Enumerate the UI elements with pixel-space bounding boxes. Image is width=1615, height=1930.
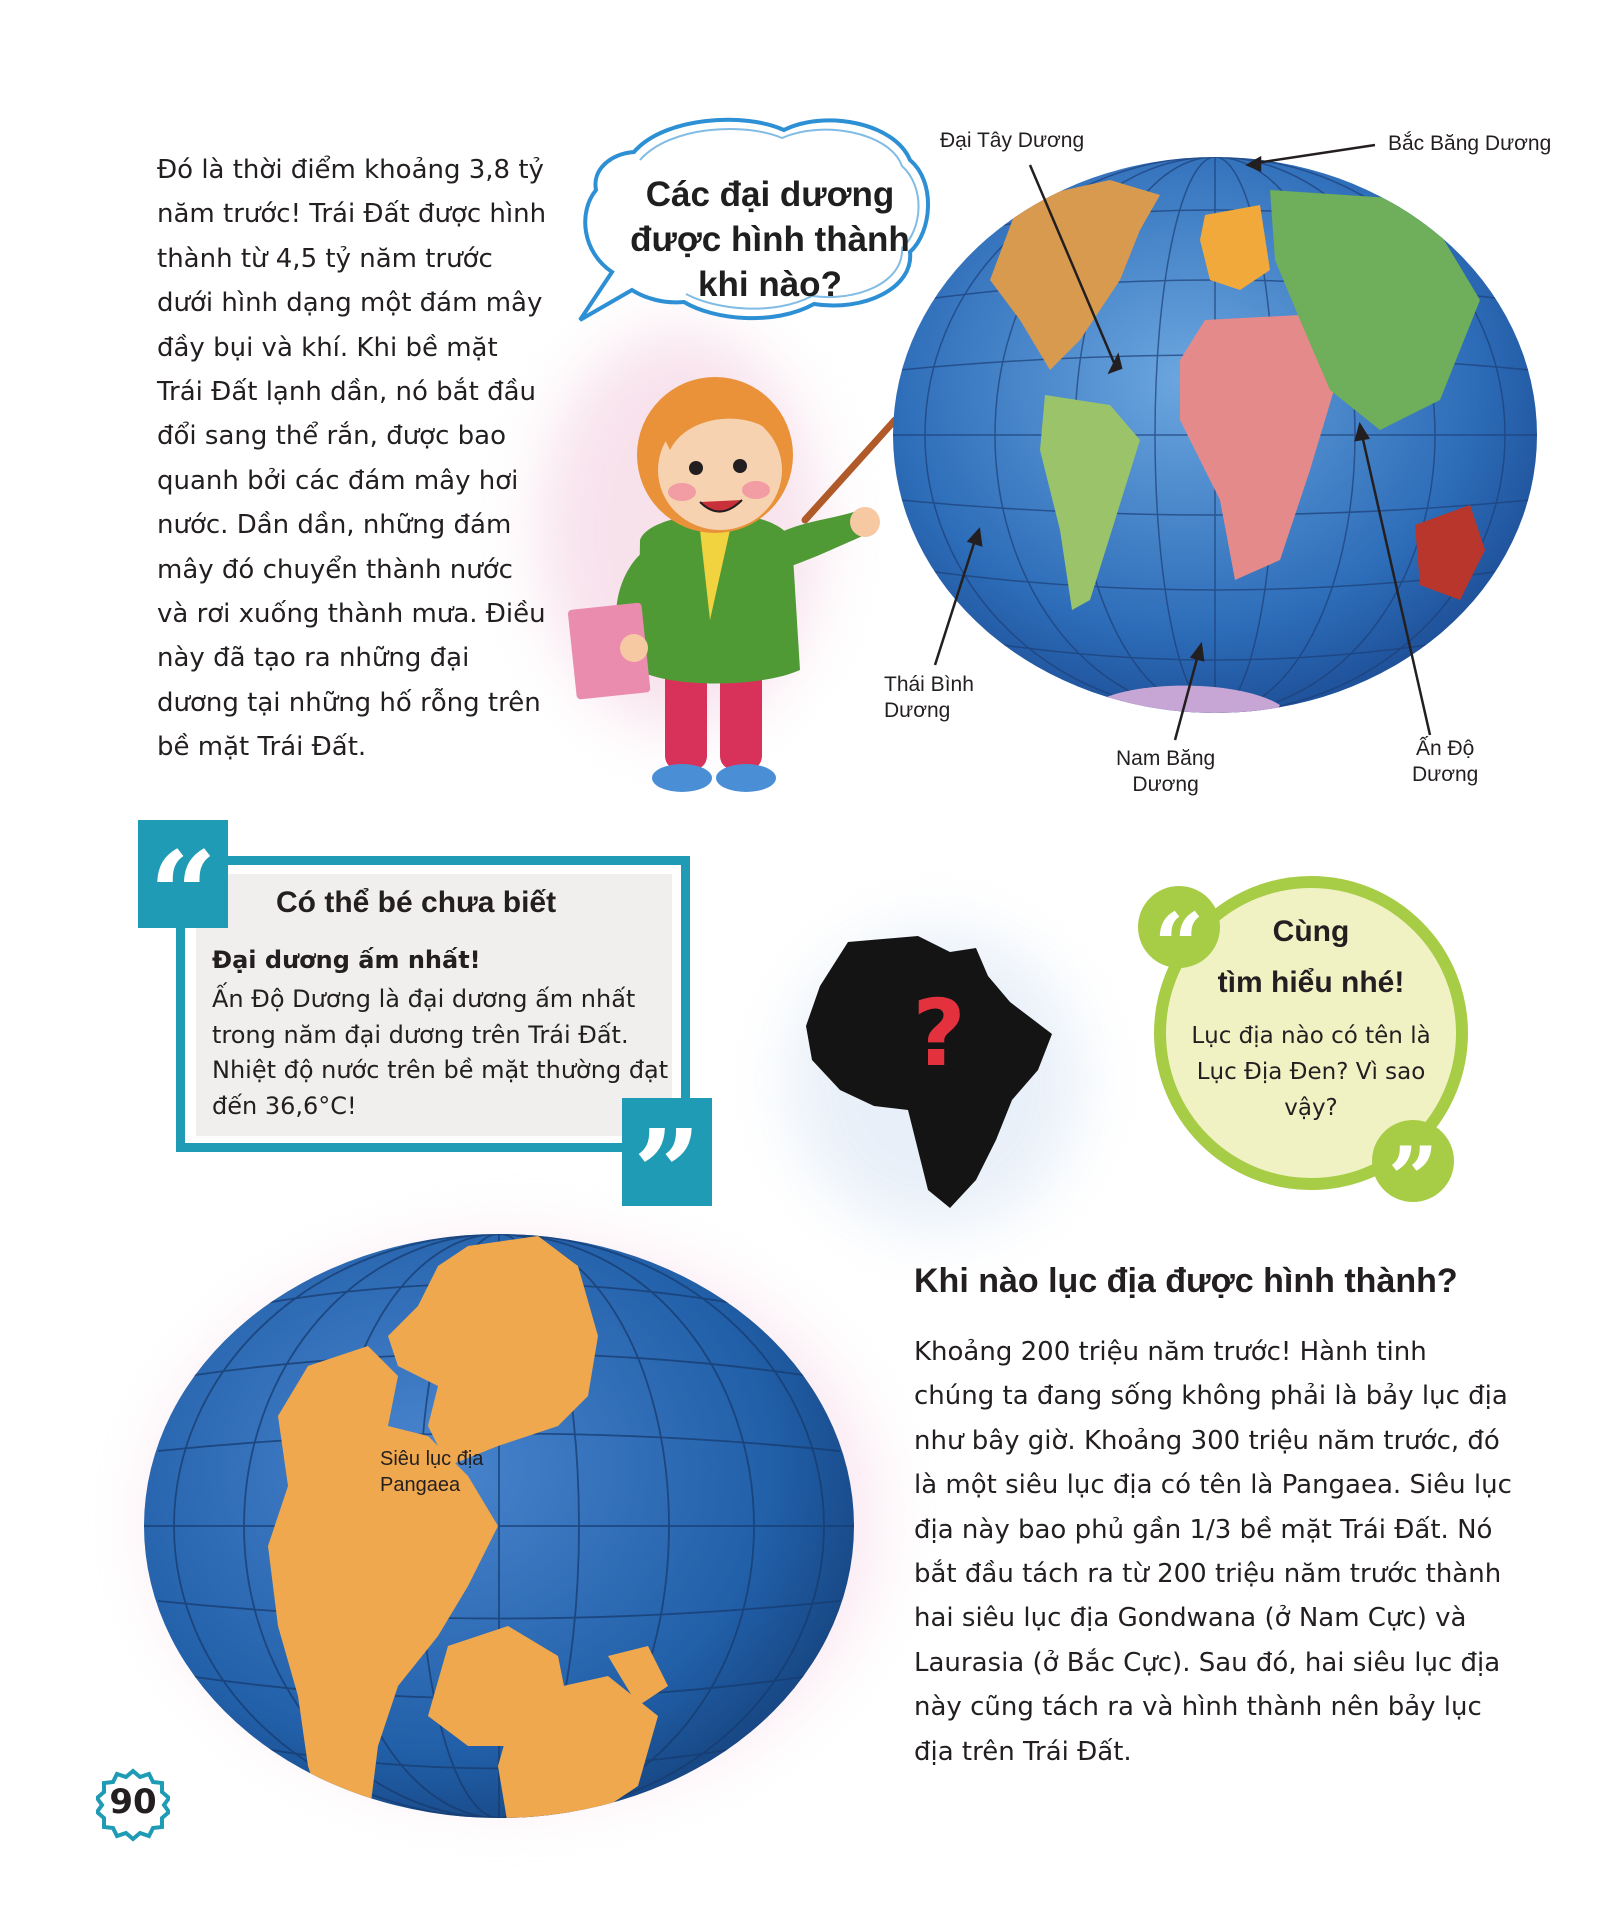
label-indian-line-1: Ấn Độ bbox=[1415, 737, 1475, 760]
fact-box-title: Có thể bé chưa biết bbox=[276, 886, 557, 919]
label-arctic: Bắc Băng Dương bbox=[1388, 132, 1552, 155]
label-atlantic: Đại Tây Dương bbox=[940, 129, 1085, 152]
explore-title-line-1: Cùng bbox=[1272, 915, 1350, 948]
close-quote-icon: ” bbox=[622, 1098, 712, 1206]
intro-paragraph: Đó là thời điểm khoảng 3,8 tỷ năm trước! Trái Đất được hình thành từ 4,5 tỷ năm trước dưới hình dạng một đám mây đầy bụi và khí. Khi bề mặt Trái Đất lạnh dần, nó bắt đầu đổi sang thể rắn, được bao quanh bởi các đám mây hơi nước. Dần dần, những đám mây đó chuyển thành nước và rơi xuống thành mưa. Điều này đã tạo ra những đại dương tại những hố rỗng trên bề mặt Trái Đất. bbox=[157, 155, 547, 763]
fact-box-heading: Đại dương ấm nhất! bbox=[212, 946, 481, 974]
speech-line-2: được hình thành bbox=[630, 220, 910, 259]
green-close-quote-icon: ” bbox=[1372, 1120, 1454, 1202]
open-quote-icon: “ bbox=[138, 820, 228, 928]
section-paragraph: Khoảng 200 triệu năm trước! Hành tinh chúng ta đang sống không phải là bảy lục địa như bây giờ. Khoảng 300 triệu năm trước, đó là một siêu lục địa có tên là Pangaea. Siêu lục địa này bao phủ gần 1/3 bề mặt Trái Đất. Nó bắt đầu tách ra từ 200 triệu năm trước thành hai siêu lục địa Gondwana (ở Nam Cực) và Laurasia (ở Bắc Cực). Sau đó, hai siêu lục địa này cũng tách ra và hình thành nên bảy lục địa trên Trái Đất. bbox=[914, 1337, 1512, 1767]
label-pacific bbox=[884, 672, 974, 724]
label-southern bbox=[1116, 746, 1215, 798]
explore-title bbox=[1180, 906, 1442, 1008]
label-pacific-line-2: Dương bbox=[884, 699, 951, 722]
label-southern-line-1: Nam Băng bbox=[1116, 747, 1216, 770]
section-heading: Khi nào lục địa được hình thành? bbox=[914, 1262, 1458, 1300]
question-mark-icon: ? bbox=[912, 980, 966, 1087]
pangaea-label-line-1: Siêu lục địa bbox=[380, 1448, 484, 1470]
pangaea-label-line-2: Pangaea bbox=[380, 1474, 461, 1496]
green-open-quote-icon: “ bbox=[1138, 886, 1220, 968]
pangaea-globe bbox=[138, 1226, 860, 1826]
label-pacific-line-1: Thái Bình bbox=[884, 673, 974, 696]
page-number: 90 bbox=[109, 1782, 157, 1822]
speech-line-3: khi nào? bbox=[698, 265, 842, 304]
label-indian bbox=[1412, 736, 1478, 788]
label-indian-line-2: Dương bbox=[1412, 763, 1479, 786]
explore-title-line-2: tìm hiểu nhé! bbox=[1217, 966, 1405, 999]
label-southern-line-2: Dương bbox=[1132, 773, 1199, 796]
fact-box-body: Ấn Độ Dương là đại dương ấm nhất trong năm đại dương trên Trái Đất. Nhiệt độ nước trên bề mặt thường đạt đến 36,6°C! bbox=[212, 985, 669, 1120]
explore-body: Lục địa nào có tên là Lục Địa Đen? Vì sao vậy? bbox=[1191, 1023, 1431, 1121]
pangaea-label bbox=[380, 1446, 483, 1498]
speech-line-1: Các đại dương bbox=[645, 175, 895, 214]
